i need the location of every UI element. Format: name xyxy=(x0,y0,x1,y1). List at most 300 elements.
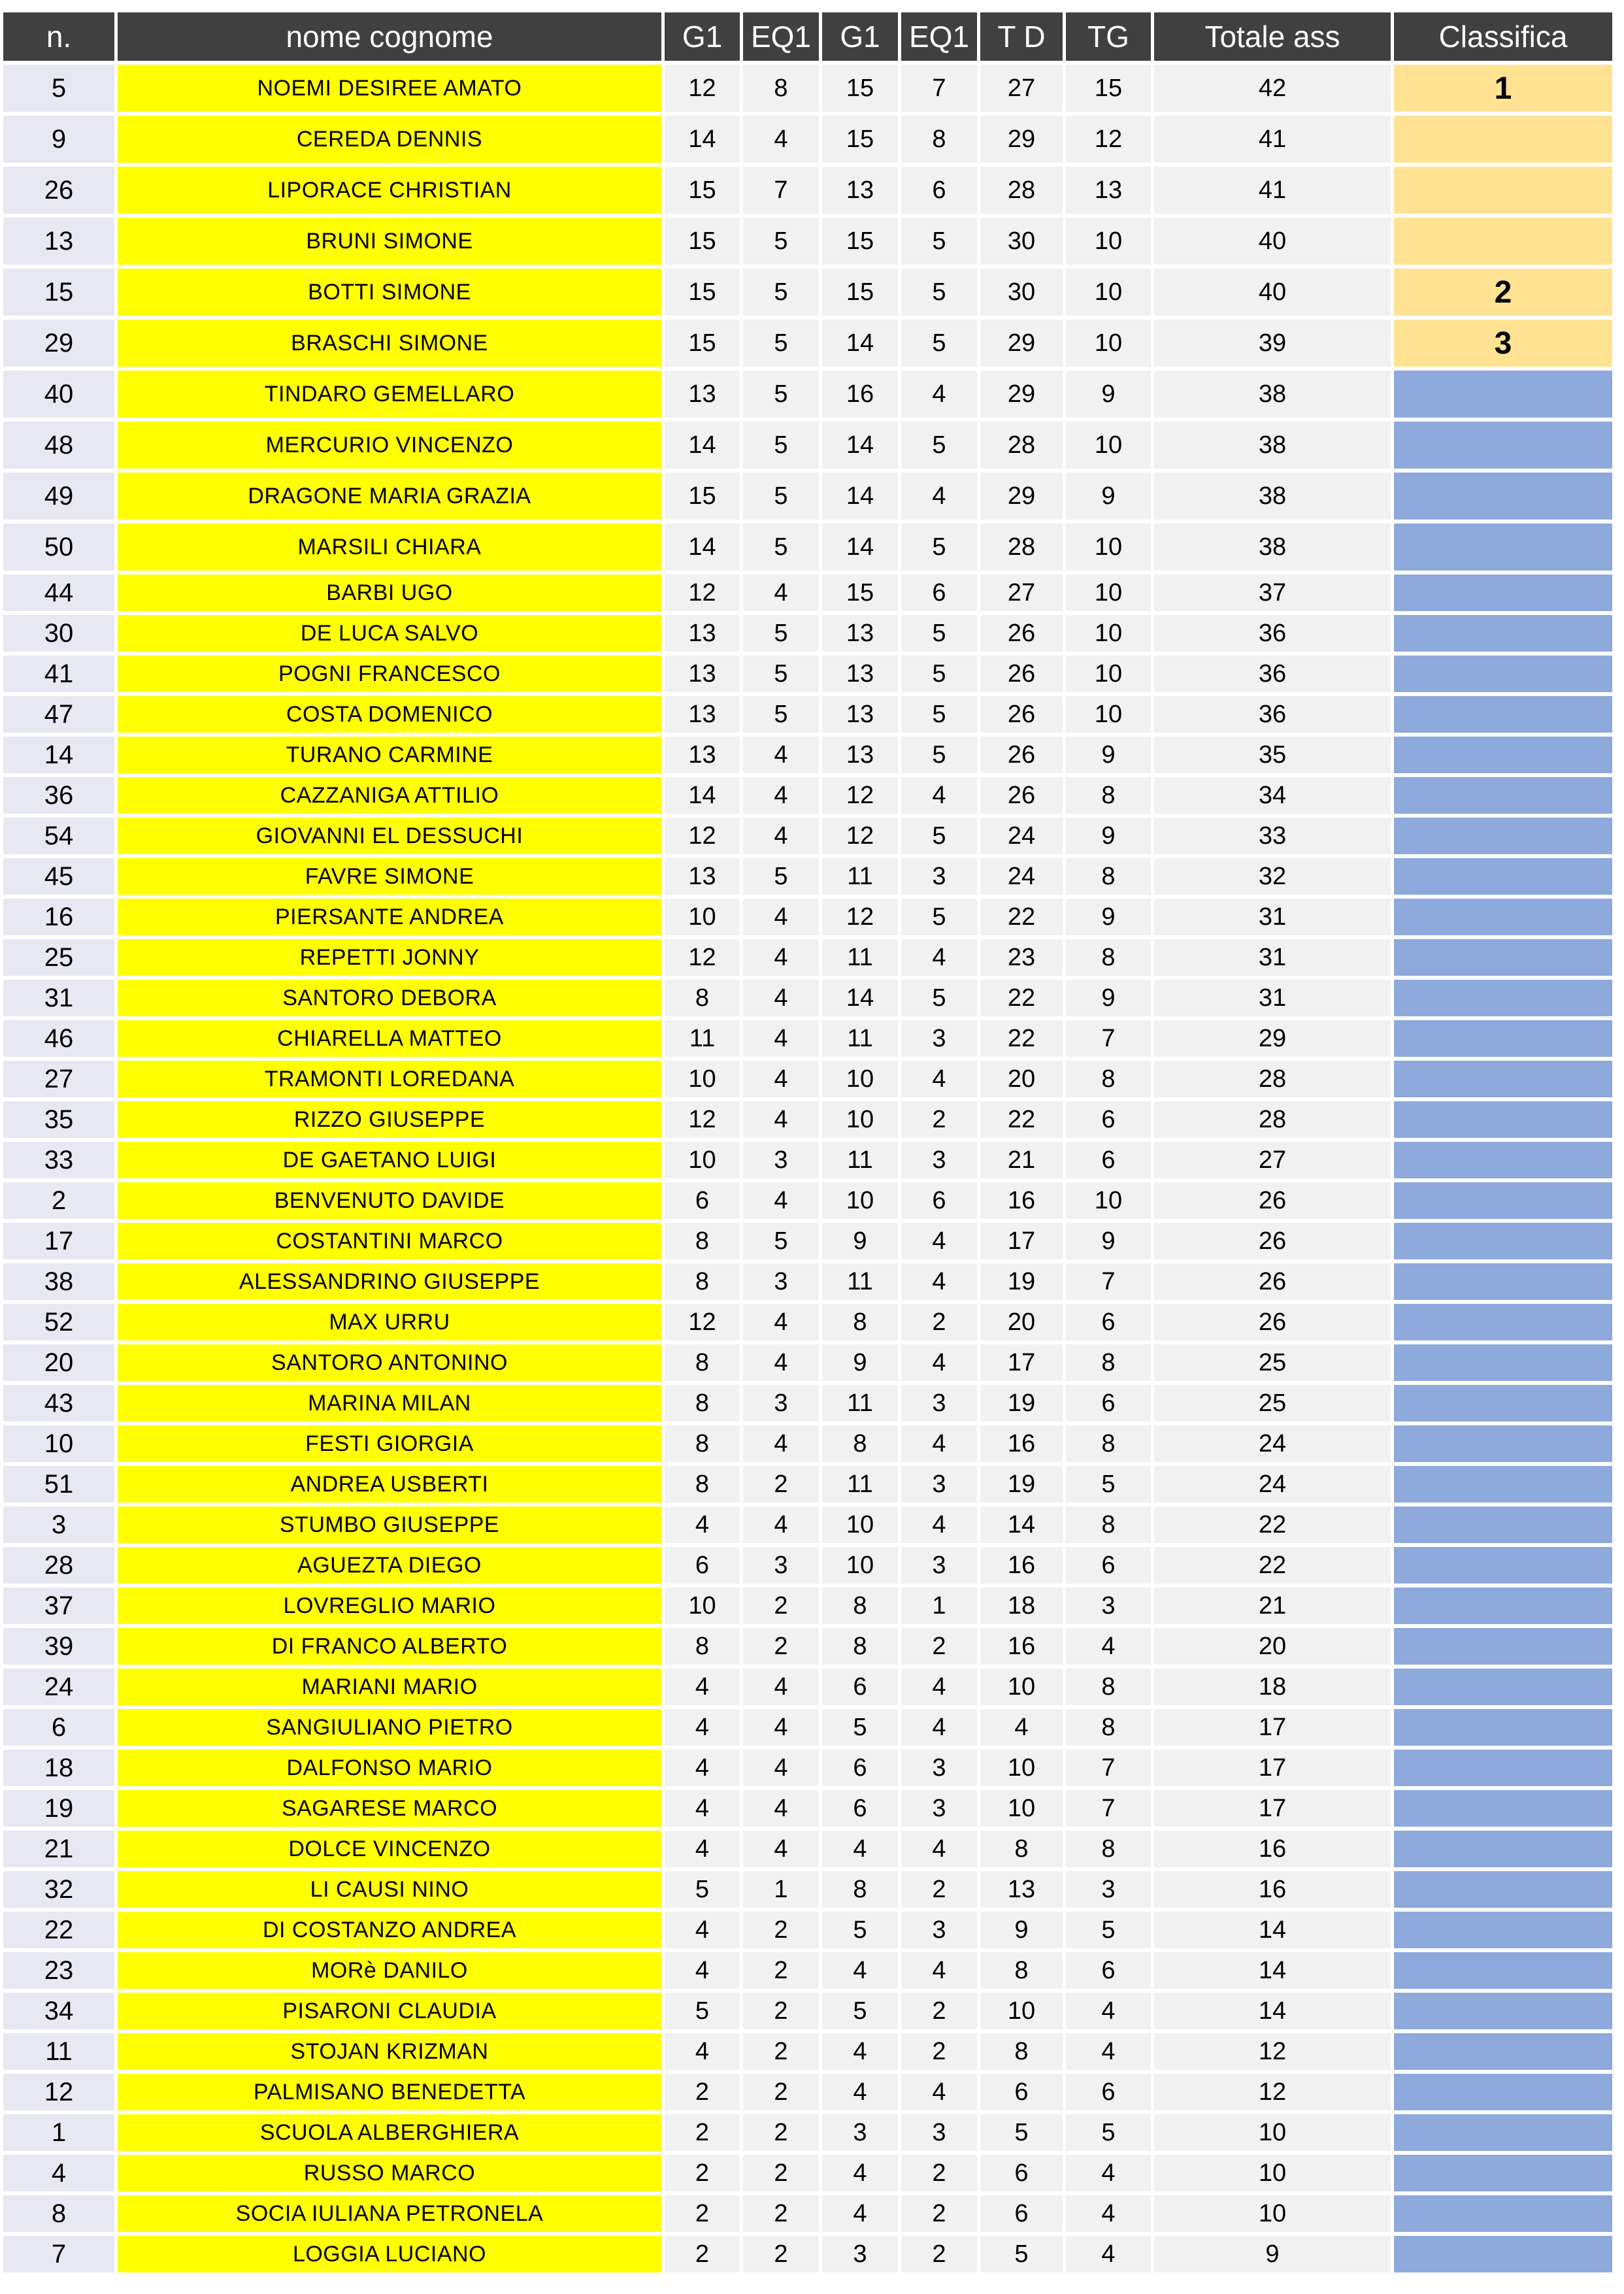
table-row xyxy=(3,1304,1612,1340)
cell-g1-second: 3 xyxy=(822,2236,898,2272)
cell-eq1-first: 4 xyxy=(743,1344,819,1381)
cell-tg: 8 xyxy=(1066,858,1151,895)
cell-g1-first: 15 xyxy=(665,167,740,214)
cell-player-name: CEREDA DENNIS xyxy=(118,116,661,163)
cell-entry-number: 10 xyxy=(3,1425,114,1462)
cell-g1-second: 8 xyxy=(822,1304,898,1340)
table-row xyxy=(3,1223,1612,1259)
cell-eq1-second: 1 xyxy=(901,1588,977,1624)
cell-eq1-second: 6 xyxy=(901,574,977,611)
cell-classifica xyxy=(1394,1628,1612,1665)
cell-eq1-first: 4 xyxy=(743,1709,819,1746)
cell-classifica xyxy=(1394,1385,1612,1421)
cell-g1-second: 16 xyxy=(822,371,898,418)
classification-table xyxy=(0,8,1616,2276)
table-row xyxy=(3,320,1612,367)
cell-player-name: PISARONI CLAUDIA xyxy=(118,1993,661,2029)
cell-eq1-first: 5 xyxy=(743,371,819,418)
cell-g1-second: 10 xyxy=(822,1061,898,1097)
cell-player-name: BOTTI SIMONE xyxy=(118,269,661,316)
cell-eq1-first: 2 xyxy=(743,2114,819,2151)
cell-player-name: STOJAN KRIZMAN xyxy=(118,2033,661,2070)
table-row xyxy=(3,269,1612,316)
cell-eq1-first: 4 xyxy=(743,980,819,1016)
cell-eq1-first: 5 xyxy=(743,269,819,316)
cell-g1-first: 10 xyxy=(665,1142,740,1178)
cell-eq1-first: 5 xyxy=(743,696,819,733)
cell-classifica xyxy=(1394,167,1612,214)
table-row xyxy=(3,1547,1612,1584)
cell-g1-first: 8 xyxy=(665,1344,740,1381)
cell-g1-first: 4 xyxy=(665,1506,740,1543)
cell-g1-first: 10 xyxy=(665,899,740,935)
cell-classifica xyxy=(1394,1142,1612,1178)
cell-totale-ass: 12 xyxy=(1154,2074,1391,2110)
cell-classifica xyxy=(1394,1709,1612,1746)
cell-g1-second: 11 xyxy=(822,1142,898,1178)
cell-g1-second: 14 xyxy=(822,473,898,520)
cell-t-d: 30 xyxy=(980,269,1063,316)
cell-player-name: LI CAUSI NINO xyxy=(118,1871,661,1908)
cell-classifica xyxy=(1394,371,1612,418)
cell-classifica xyxy=(1394,218,1612,265)
cell-g1-second: 14 xyxy=(822,320,898,367)
cell-totale-ass: 17 xyxy=(1154,1709,1391,1746)
cell-entry-number: 2 xyxy=(3,1182,114,1219)
cell-t-d: 10 xyxy=(980,1669,1063,1705)
cell-eq1-second: 5 xyxy=(901,899,977,935)
cell-entry-number: 47 xyxy=(3,696,114,733)
cell-t-d: 28 xyxy=(980,167,1063,214)
table-row xyxy=(3,524,1612,571)
cell-totale-ass: 16 xyxy=(1154,1871,1391,1908)
cell-entry-number: 27 xyxy=(3,1061,114,1097)
cell-g1-second: 8 xyxy=(822,1425,898,1462)
cell-entry-number: 19 xyxy=(3,1790,114,1827)
cell-g1-first: 4 xyxy=(665,1669,740,1705)
cell-t-d: 18 xyxy=(980,1588,1063,1624)
cell-totale-ass: 25 xyxy=(1154,1385,1391,1421)
table-row xyxy=(3,1871,1612,1908)
cell-g1-second: 14 xyxy=(822,980,898,1016)
cell-g1-first: 13 xyxy=(665,696,740,733)
cell-g1-first: 2 xyxy=(665,2236,740,2272)
cell-eq1-first: 2 xyxy=(743,2195,819,2232)
cell-classifica xyxy=(1394,777,1612,814)
cell-entry-number: 50 xyxy=(3,524,114,571)
cell-entry-number: 13 xyxy=(3,218,114,265)
cell-eq1-second: 4 xyxy=(901,777,977,814)
cell-t-d: 26 xyxy=(980,615,1063,652)
cell-eq1-first: 3 xyxy=(743,1547,819,1584)
cell-totale-ass: 41 xyxy=(1154,116,1391,163)
cell-classifica: 2 xyxy=(1394,269,1612,316)
cell-tg: 6 xyxy=(1066,1101,1151,1138)
cell-totale-ass: 17 xyxy=(1154,1750,1391,1786)
cell-totale-ass: 14 xyxy=(1154,1952,1391,1989)
cell-classifica xyxy=(1394,1263,1612,1300)
cell-g1-first: 12 xyxy=(665,939,740,976)
cell-t-d: 22 xyxy=(980,1020,1063,1057)
cell-g1-second: 9 xyxy=(822,1344,898,1381)
cell-eq1-first: 3 xyxy=(743,1385,819,1421)
cell-g1-second: 9 xyxy=(822,1223,898,1259)
cell-eq1-first: 2 xyxy=(743,2236,819,2272)
cell-classifica xyxy=(1394,1952,1612,1989)
cell-g1-first: 12 xyxy=(665,574,740,611)
cell-eq1-first: 5 xyxy=(743,615,819,652)
cell-t-d: 10 xyxy=(980,1993,1063,2029)
cell-eq1-first: 5 xyxy=(743,1223,819,1259)
cell-g1-first: 5 xyxy=(665,1993,740,2029)
cell-t-d: 22 xyxy=(980,1101,1063,1138)
cell-g1-first: 4 xyxy=(665,1831,740,1867)
table-row xyxy=(3,696,1612,733)
cell-totale-ass: 33 xyxy=(1154,818,1391,854)
cell-eq1-first: 2 xyxy=(743,1952,819,1989)
cell-g1-first: 15 xyxy=(665,320,740,367)
cell-tg: 9 xyxy=(1066,473,1151,520)
cell-totale-ass: 40 xyxy=(1154,218,1391,265)
cell-tg: 15 xyxy=(1066,65,1151,112)
cell-eq1-second: 3 xyxy=(901,1020,977,1057)
cell-eq1-first: 4 xyxy=(743,939,819,976)
cell-t-d: 21 xyxy=(980,1142,1063,1178)
cell-totale-ass: 36 xyxy=(1154,656,1391,692)
cell-classifica xyxy=(1394,615,1612,652)
cell-eq1-second: 4 xyxy=(901,1709,977,1746)
table-row xyxy=(3,167,1612,214)
cell-eq1-first: 2 xyxy=(743,1993,819,2029)
cell-t-d: 22 xyxy=(980,899,1063,935)
cell-tg: 10 xyxy=(1066,422,1151,469)
table-row xyxy=(3,818,1612,854)
table-row xyxy=(3,1182,1612,1219)
cell-g1-first: 6 xyxy=(665,1547,740,1584)
cell-tg: 7 xyxy=(1066,1020,1151,1057)
cell-eq1-second: 5 xyxy=(901,269,977,316)
cell-g1-first: 6 xyxy=(665,1182,740,1219)
cell-t-d: 10 xyxy=(980,1750,1063,1786)
cell-entry-number: 24 xyxy=(3,1669,114,1705)
cell-eq1-second: 5 xyxy=(901,696,977,733)
table-row xyxy=(3,1506,1612,1543)
cell-eq1-first: 3 xyxy=(743,1142,819,1178)
cell-eq1-first: 4 xyxy=(743,1425,819,1462)
cell-classifica xyxy=(1394,2155,1612,2191)
cell-eq1-second: 2 xyxy=(901,2236,977,2272)
cell-totale-ass: 14 xyxy=(1154,1993,1391,2029)
table-row xyxy=(3,2074,1612,2110)
cell-classifica xyxy=(1394,1020,1612,1057)
table-row xyxy=(3,1628,1612,1665)
cell-entry-number: 37 xyxy=(3,1588,114,1624)
cell-totale-ass: 10 xyxy=(1154,2155,1391,2191)
cell-totale-ass: 29 xyxy=(1154,1020,1391,1057)
cell-tg: 5 xyxy=(1066,2114,1151,2151)
cell-entry-number: 48 xyxy=(3,422,114,469)
cell-classifica xyxy=(1394,1101,1612,1138)
cell-player-name: NOEMI DESIREE AMATO xyxy=(118,65,661,112)
cell-g1-second: 11 xyxy=(822,1466,898,1503)
cell-player-name: BENVENUTO DAVIDE xyxy=(118,1182,661,1219)
table-row xyxy=(3,1993,1612,2029)
cell-tg: 4 xyxy=(1066,2155,1151,2191)
header-nome-cognome: nome cognome xyxy=(118,12,661,61)
cell-eq1-second: 4 xyxy=(901,1263,977,1300)
cell-classifica xyxy=(1394,574,1612,611)
cell-eq1-second: 5 xyxy=(901,422,977,469)
cell-classifica: 3 xyxy=(1394,320,1612,367)
cell-g1-second: 10 xyxy=(822,1506,898,1543)
cell-tg: 9 xyxy=(1066,818,1151,854)
table-row xyxy=(3,656,1612,692)
cell-eq1-second: 5 xyxy=(901,218,977,265)
cell-classifica xyxy=(1394,2236,1612,2272)
cell-g1-second: 4 xyxy=(822,1952,898,1989)
cell-g1-second: 8 xyxy=(822,1588,898,1624)
cell-classifica xyxy=(1394,1182,1612,1219)
cell-eq1-first: 5 xyxy=(743,422,819,469)
table-row xyxy=(3,1142,1612,1178)
cell-classifica: 1 xyxy=(1394,65,1612,112)
cell-eq1-second: 2 xyxy=(901,1871,977,1908)
cell-totale-ass: 26 xyxy=(1154,1304,1391,1340)
cell-totale-ass: 40 xyxy=(1154,269,1391,316)
cell-g1-first: 12 xyxy=(665,65,740,112)
cell-entry-number: 30 xyxy=(3,615,114,652)
cell-eq1-first: 4 xyxy=(743,1831,819,1867)
cell-classifica xyxy=(1394,1871,1612,1908)
cell-eq1-first: 4 xyxy=(743,1506,819,1543)
cell-classifica xyxy=(1394,473,1612,520)
cell-eq1-first: 4 xyxy=(743,1304,819,1340)
cell-totale-ass: 42 xyxy=(1154,65,1391,112)
cell-g1-first: 15 xyxy=(665,473,740,520)
table-row xyxy=(3,218,1612,265)
header-eq1-second: EQ1 xyxy=(901,12,977,61)
cell-eq1-second: 2 xyxy=(901,1101,977,1138)
cell-g1-second: 5 xyxy=(822,1993,898,2029)
cell-totale-ass: 36 xyxy=(1154,696,1391,733)
table-row xyxy=(3,2236,1612,2272)
header-g1-first: G1 xyxy=(665,12,740,61)
cell-eq1-second: 7 xyxy=(901,65,977,112)
table-row xyxy=(3,422,1612,469)
cell-g1-first: 4 xyxy=(665,2033,740,2070)
cell-tg: 9 xyxy=(1066,980,1151,1016)
table-row xyxy=(3,2195,1612,2232)
cell-eq1-second: 2 xyxy=(901,1304,977,1340)
cell-totale-ass: 9 xyxy=(1154,2236,1391,2272)
cell-t-d: 13 xyxy=(980,1871,1063,1908)
cell-totale-ass: 34 xyxy=(1154,777,1391,814)
cell-entry-number: 51 xyxy=(3,1466,114,1503)
cell-classifica xyxy=(1394,1588,1612,1624)
table-row xyxy=(3,1385,1612,1421)
table-row xyxy=(3,737,1612,773)
cell-t-d: 28 xyxy=(980,524,1063,571)
cell-eq1-first: 4 xyxy=(743,777,819,814)
cell-g1-first: 10 xyxy=(665,1588,740,1624)
cell-eq1-second: 3 xyxy=(901,1790,977,1827)
cell-tg: 10 xyxy=(1066,656,1151,692)
header-row xyxy=(3,12,1612,61)
cell-g1-first: 4 xyxy=(665,1952,740,1989)
cell-tg: 10 xyxy=(1066,218,1151,265)
cell-player-name: MERCURIO VINCENZO xyxy=(118,422,661,469)
cell-t-d: 29 xyxy=(980,371,1063,418)
cell-player-name: DRAGONE MARIA GRAZIA xyxy=(118,473,661,520)
cell-eq1-second: 5 xyxy=(901,524,977,571)
cell-player-name: MORè DANILO xyxy=(118,1952,661,1989)
table-row xyxy=(3,1952,1612,1989)
cell-tg: 8 xyxy=(1066,777,1151,814)
cell-g1-first: 13 xyxy=(665,737,740,773)
cell-t-d: 26 xyxy=(980,696,1063,733)
cell-eq1-first: 7 xyxy=(743,167,819,214)
cell-eq1-first: 4 xyxy=(743,899,819,935)
cell-t-d: 16 xyxy=(980,1547,1063,1584)
cell-classifica xyxy=(1394,1061,1612,1097)
cell-tg: 9 xyxy=(1066,737,1151,773)
cell-t-d: 29 xyxy=(980,320,1063,367)
cell-t-d: 20 xyxy=(980,1061,1063,1097)
cell-player-name: DI FRANCO ALBERTO xyxy=(118,1628,661,1665)
cell-g1-first: 2 xyxy=(665,2195,740,2232)
cell-tg: 4 xyxy=(1066,2033,1151,2070)
table-row xyxy=(3,1709,1612,1746)
cell-classifica xyxy=(1394,980,1612,1016)
cell-entry-number: 23 xyxy=(3,1952,114,1989)
cell-entry-number: 28 xyxy=(3,1547,114,1584)
cell-totale-ass: 26 xyxy=(1154,1223,1391,1259)
cell-tg: 3 xyxy=(1066,1871,1151,1908)
cell-eq1-second: 3 xyxy=(901,1547,977,1584)
cell-g1-first: 8 xyxy=(665,1628,740,1665)
cell-tg: 10 xyxy=(1066,1182,1151,1219)
cell-t-d: 29 xyxy=(980,116,1063,163)
cell-classifica xyxy=(1394,1466,1612,1503)
cell-tg: 6 xyxy=(1066,1304,1151,1340)
cell-g1-second: 8 xyxy=(822,1871,898,1908)
cell-totale-ass: 22 xyxy=(1154,1547,1391,1584)
cell-classifica xyxy=(1394,422,1612,469)
cell-totale-ass: 10 xyxy=(1154,2114,1391,2151)
cell-tg: 10 xyxy=(1066,524,1151,571)
cell-eq1-second: 6 xyxy=(901,167,977,214)
cell-eq1-first: 2 xyxy=(743,2033,819,2070)
cell-entry-number: 52 xyxy=(3,1304,114,1340)
cell-totale-ass: 10 xyxy=(1154,2195,1391,2232)
cell-eq1-first: 5 xyxy=(743,218,819,265)
cell-player-name: CAZZANIGA ATTILIO xyxy=(118,777,661,814)
header-classifica: Classifica xyxy=(1394,12,1612,61)
cell-eq1-first: 4 xyxy=(743,1669,819,1705)
cell-g1-second: 13 xyxy=(822,167,898,214)
cell-player-name: TINDARO GEMELLARO xyxy=(118,371,661,418)
cell-g1-first: 10 xyxy=(665,1061,740,1097)
cell-tg: 9 xyxy=(1066,899,1151,935)
cell-eq1-first: 5 xyxy=(743,524,819,571)
cell-entry-number: 54 xyxy=(3,818,114,854)
cell-eq1-first: 4 xyxy=(743,1790,819,1827)
cell-t-d: 27 xyxy=(980,65,1063,112)
cell-player-name: LOVREGLIO MARIO xyxy=(118,1588,661,1624)
table-row xyxy=(3,1750,1612,1786)
cell-g1-second: 5 xyxy=(822,1912,898,1948)
cell-entry-number: 1 xyxy=(3,2114,114,2151)
cell-player-name: SANTORO DEBORA xyxy=(118,980,661,1016)
cell-tg: 9 xyxy=(1066,1223,1151,1259)
cell-g1-first: 13 xyxy=(665,615,740,652)
cell-classifica xyxy=(1394,1993,1612,2029)
cell-player-name: LOGGIA LUCIANO xyxy=(118,2236,661,2272)
cell-eq1-first: 5 xyxy=(743,320,819,367)
cell-t-d: 5 xyxy=(980,2114,1063,2151)
cell-totale-ass: 21 xyxy=(1154,1588,1391,1624)
cell-entry-number: 44 xyxy=(3,574,114,611)
table-row xyxy=(3,1790,1612,1827)
cell-eq1-second: 3 xyxy=(901,1142,977,1178)
cell-player-name: PIERSANTE ANDREA xyxy=(118,899,661,935)
cell-g1-first: 12 xyxy=(665,1304,740,1340)
cell-tg: 8 xyxy=(1066,939,1151,976)
cell-totale-ass: 37 xyxy=(1154,574,1391,611)
cell-eq1-second: 4 xyxy=(901,1425,977,1462)
cell-classifica xyxy=(1394,1750,1612,1786)
cell-eq1-second: 4 xyxy=(901,1061,977,1097)
cell-eq1-first: 4 xyxy=(743,116,819,163)
cell-classifica xyxy=(1394,818,1612,854)
header-t-d: T D xyxy=(980,12,1063,61)
cell-eq1-second: 2 xyxy=(901,2195,977,2232)
cell-eq1-second: 5 xyxy=(901,818,977,854)
cell-entry-number: 20 xyxy=(3,1344,114,1381)
cell-eq1-second: 5 xyxy=(901,615,977,652)
table-row xyxy=(3,2114,1612,2151)
cell-player-name: BARBI UGO xyxy=(118,574,661,611)
cell-g1-first: 15 xyxy=(665,269,740,316)
cell-eq1-first: 4 xyxy=(743,1750,819,1786)
cell-player-name: RIZZO GIUSEPPE xyxy=(118,1101,661,1138)
cell-g1-first: 12 xyxy=(665,818,740,854)
cell-entry-number: 46 xyxy=(3,1020,114,1057)
cell-eq1-second: 4 xyxy=(901,1831,977,1867)
cell-eq1-second: 2 xyxy=(901,1993,977,2029)
cell-g1-second: 11 xyxy=(822,1020,898,1057)
cell-g1-second: 6 xyxy=(822,1750,898,1786)
table-row xyxy=(3,371,1612,418)
cell-player-name: AGUEZTA DIEGO xyxy=(118,1547,661,1584)
cell-g1-second: 14 xyxy=(822,422,898,469)
cell-eq1-second: 4 xyxy=(901,1506,977,1543)
cell-classifica xyxy=(1394,696,1612,733)
cell-player-name: PALMISANO BENEDETTA xyxy=(118,2074,661,2110)
cell-entry-number: 36 xyxy=(3,777,114,814)
table-row xyxy=(3,2155,1612,2191)
cell-eq1-second: 3 xyxy=(901,1912,977,1948)
cell-g1-first: 2 xyxy=(665,2114,740,2151)
cell-g1-second: 3 xyxy=(822,2114,898,2151)
cell-player-name: POGNI FRANCESCO xyxy=(118,656,661,692)
cell-totale-ass: 14 xyxy=(1154,1912,1391,1948)
cell-tg: 8 xyxy=(1066,1425,1151,1462)
cell-tg: 12 xyxy=(1066,116,1151,163)
cell-tg: 4 xyxy=(1066,2195,1151,2232)
cell-player-name: RUSSO MARCO xyxy=(118,2155,661,2191)
table-row xyxy=(3,899,1612,935)
